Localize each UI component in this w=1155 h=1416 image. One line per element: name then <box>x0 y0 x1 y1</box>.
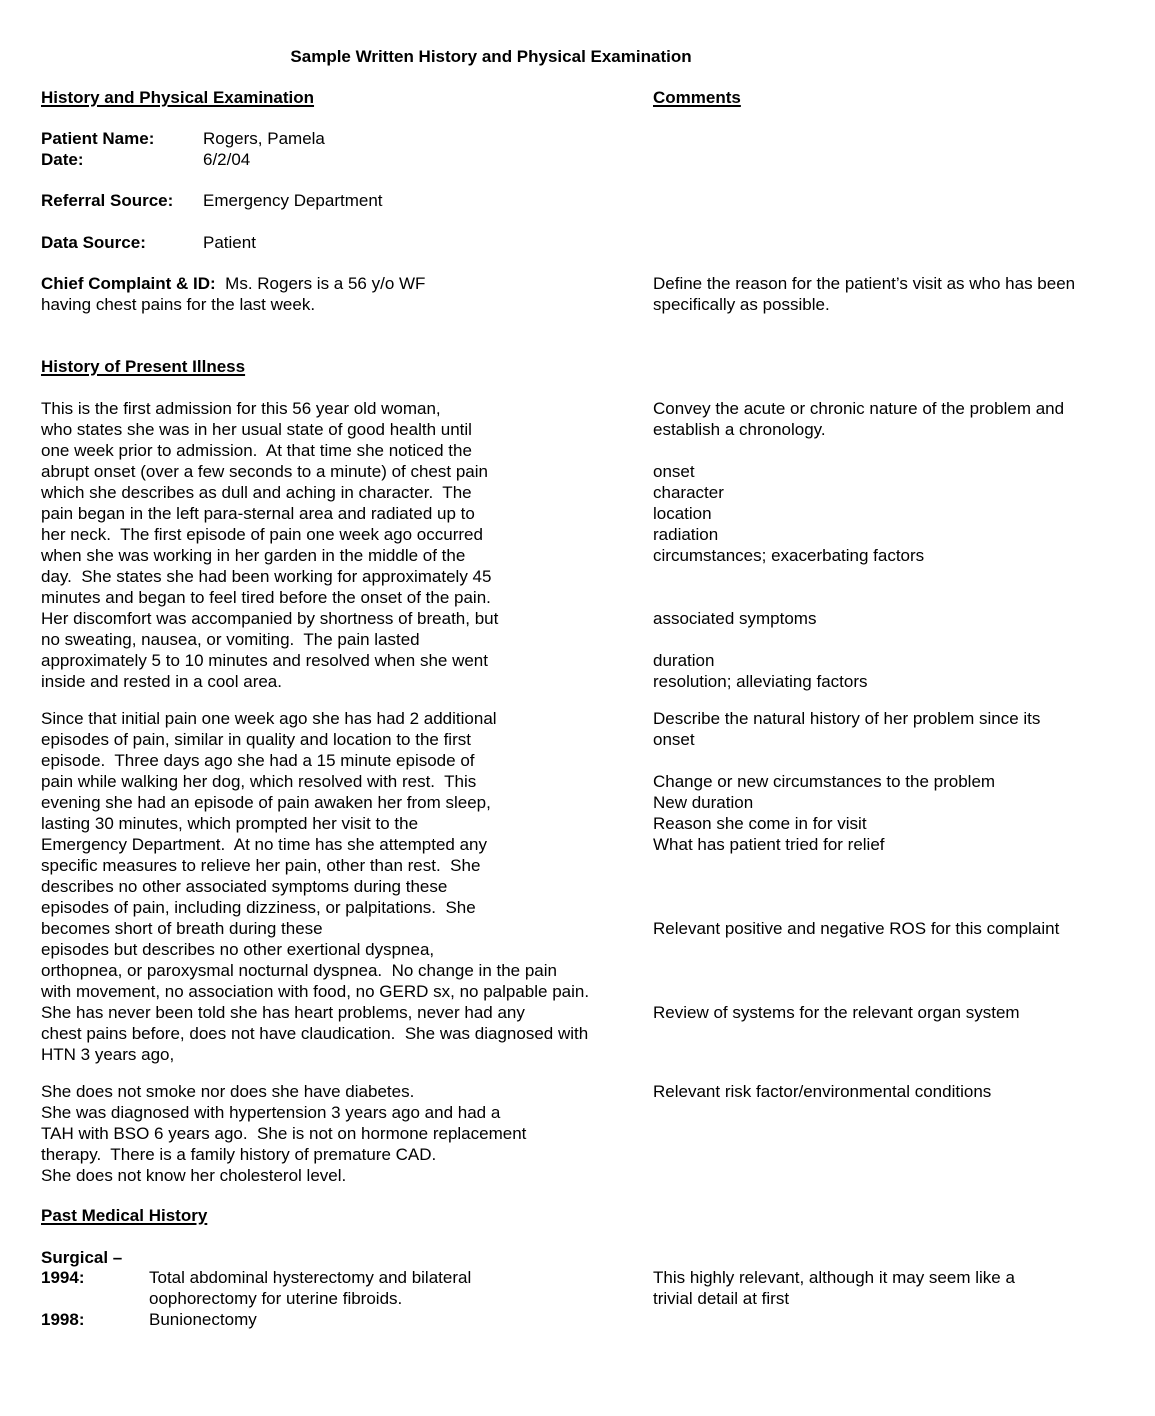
hpi-text-line: day. She states she had been working for approximately 45 <box>41 567 492 586</box>
hpi-text-line: when she was working in her garden in the middle of the <box>41 546 466 565</box>
comment-text <box>653 588 1064 609</box>
comment-text: Relevant positive and negative ROS for this complaint <box>653 919 1060 938</box>
surgery-year: 1994: <box>41 1268 85 1287</box>
hpi-paragraph-3-comments <box>653 1082 991 1103</box>
pmh-heading: Past Medical History <box>41 1206 208 1225</box>
comment-text <box>653 1045 1059 1066</box>
comment-text <box>653 898 1059 919</box>
hpi-text-line: Her discomfort was accompanied by shortness of breath, but <box>41 609 499 628</box>
hpi-paragraph-3 <box>41 1082 526 1187</box>
hpi-paragraph-2-comments <box>653 709 1059 1066</box>
surgery-description: Bunionectomy <box>149 1310 257 1329</box>
comment-text <box>653 940 1059 961</box>
comment-text <box>653 877 1059 898</box>
hpi-text-line: therapy. There is a family history of premature CAD. <box>41 1145 437 1164</box>
comment-text: radiation <box>653 525 719 544</box>
comment-text: associated symptoms <box>653 609 817 628</box>
hpi-text-line: pain while walking her dog, which resolved with rest. This <box>41 772 477 791</box>
chief-complaint-text: Ms. Rogers is a 56 y/o WF <box>215 274 426 293</box>
comment-text <box>653 630 1064 651</box>
chief-complaint-text: having chest pains for the last week. <box>41 295 316 314</box>
comment-text: Review of systems for the relevant organ system <box>653 1003 1020 1022</box>
chief-complaint-line <box>41 274 425 295</box>
patient-name-value: Rogers, Pamela <box>203 129 325 148</box>
surgical-label: Surgical – <box>41 1248 123 1267</box>
comment-text: onset <box>653 462 695 481</box>
hpi-heading: History of Present Illness <box>41 357 246 376</box>
comment-text: onset <box>653 730 695 749</box>
comment-text <box>653 961 1059 982</box>
hpi-text-line: specific measures to relieve her pain, other than rest. She <box>41 856 481 875</box>
hpi-text-line: She was diagnosed with hypertension 3 years ago and had a <box>41 1103 501 1122</box>
hpi-text-line: one week prior to admission. At that time she noticed the <box>41 441 472 460</box>
hpi-text-line: chest pains before, does not have claudication. She was diagnosed with <box>41 1024 589 1043</box>
comment-text: Reason she come in for visit <box>653 814 867 833</box>
hpi-text-line: which she describes as dull and aching in character. The <box>41 483 472 502</box>
hpi-text-line: inside and rested in a cool area. <box>41 672 282 691</box>
hpi-text-line: no sweating, nausea, or vomiting. The pain lasted <box>41 630 420 649</box>
surgery-year: 1998: <box>41 1310 85 1329</box>
left-column-header: History and Physical Examination <box>41 88 315 107</box>
surgery-description: oophorectomy for uterine fibroids. <box>149 1289 403 1308</box>
comment-text <box>653 441 1064 462</box>
hpi-text-line: episodes but describes no other exertional dyspnea, <box>41 940 435 959</box>
referral-source-label: Referral Source: <box>41 191 174 210</box>
hpi-text-line: evening she had an episode of pain awaken her from sleep, <box>41 793 491 812</box>
comment-text: circumstances; exacerbating factors <box>653 546 925 565</box>
hpi-text-line: She has never been told she has heart problems, never had any <box>41 1003 525 1022</box>
chief-complaint-label: Chief Complaint & ID: <box>41 274 216 293</box>
hpi-text-line: TAH with BSO 6 years ago. She is not on hormone replacement <box>41 1124 527 1143</box>
hpi-paragraph-1-comments <box>653 399 1064 693</box>
hpi-text-line: This is the first admission for this 56 year old woman, <box>41 399 441 418</box>
hpi-text-line: lasting 30 minutes, which prompted her visit to the <box>41 814 419 833</box>
hpi-text-line: approximately 5 to 10 minutes and resolved when she went <box>41 651 488 670</box>
comment-text: Convey the acute or chronic nature of the problem and <box>653 399 1065 418</box>
date-value: 6/2/04 <box>203 150 251 169</box>
hpi-text-line: orthopnea, or paroxysmal nocturnal dyspnea. No change in the pain <box>41 961 557 980</box>
comment-text: location <box>653 504 712 523</box>
hpi-text-line: episode. Three days ago she had a 15 minute episode of <box>41 751 475 770</box>
comment-text: duration <box>653 651 715 670</box>
hpi-paragraph-1 <box>41 399 498 693</box>
comments-header: Comments <box>653 88 741 107</box>
date-label: Date: <box>41 150 84 169</box>
data-source-value: Patient <box>203 233 256 252</box>
comment-text: resolution; alleviating factors <box>653 672 868 691</box>
comment-text: Describe the natural history of her problem since its <box>653 709 1041 728</box>
referral-source-value: Emergency Department <box>203 191 383 210</box>
comment-text <box>653 567 1064 588</box>
comment-text <box>653 1024 1059 1045</box>
hpi-text-line: episodes of pain, including dizziness, or palpitations. She <box>41 898 476 917</box>
hpi-text-line: describes no other associated symptoms during these <box>41 877 448 896</box>
hpi-text-line: She does not smoke nor does she have diabetes. <box>41 1082 415 1101</box>
comment-text: What has patient tried for relief <box>653 835 885 854</box>
comment-text <box>653 982 1059 1003</box>
hpi-text-line: HTN 3 years ago, <box>41 1045 175 1064</box>
comment-text: character <box>653 483 724 502</box>
data-source-label: Data Source: <box>41 233 146 252</box>
hpi-text-line: who states she was in her usual state of good health until <box>41 420 472 439</box>
document-title: Sample Written History and Physical Examination <box>290 47 692 66</box>
comment-text: specifically as possible. <box>653 295 830 314</box>
hpi-text-line: her neck. The first episode of pain one week ago occurred <box>41 525 483 544</box>
hpi-text-line: pain began in the left para-sternal area and radiated up to <box>41 504 475 523</box>
surgery-description: Total abdominal hysterectomy and bilateral <box>149 1268 472 1287</box>
hpi-text-line: with movement, no association with food, no GERD sx, no palpable pain. <box>41 982 590 1001</box>
hpi-text-line: minutes and began to feel tired before the onset of the pain. <box>41 588 491 607</box>
hpi-text-line: becomes short of breath during these <box>41 919 323 938</box>
comment-text: This highly relevant, although it may seem like a <box>653 1268 1015 1287</box>
comment-text: New duration <box>653 793 754 812</box>
comment-text <box>653 751 1059 772</box>
hpi-text-line: Emergency Department. At no time has she attempted any <box>41 835 488 854</box>
hpi-text-line: abrupt onset (over a few seconds to a minute) of chest pain <box>41 462 488 481</box>
hpi-text-line: She does not know her cholesterol level. <box>41 1166 347 1185</box>
hpi-text-line: Since that initial pain one week ago she has had 2 additional <box>41 709 497 728</box>
comment-text <box>653 856 1059 877</box>
comment-text: Relevant risk factor/environmental conditions <box>653 1082 992 1101</box>
comment-text: trivial detail at first <box>653 1289 790 1308</box>
comment-text: establish a chronology. <box>653 420 826 439</box>
comment-text: Change or new circumstances to the problem <box>653 772 996 791</box>
hpi-paragraph-2 <box>41 709 589 1066</box>
patient-name-label: Patient Name: <box>41 129 155 148</box>
comment-text: Define the reason for the patient’s visit as who has been <box>653 274 1076 293</box>
hpi-text-line: episodes of pain, similar in quality and location to the first <box>41 730 471 749</box>
